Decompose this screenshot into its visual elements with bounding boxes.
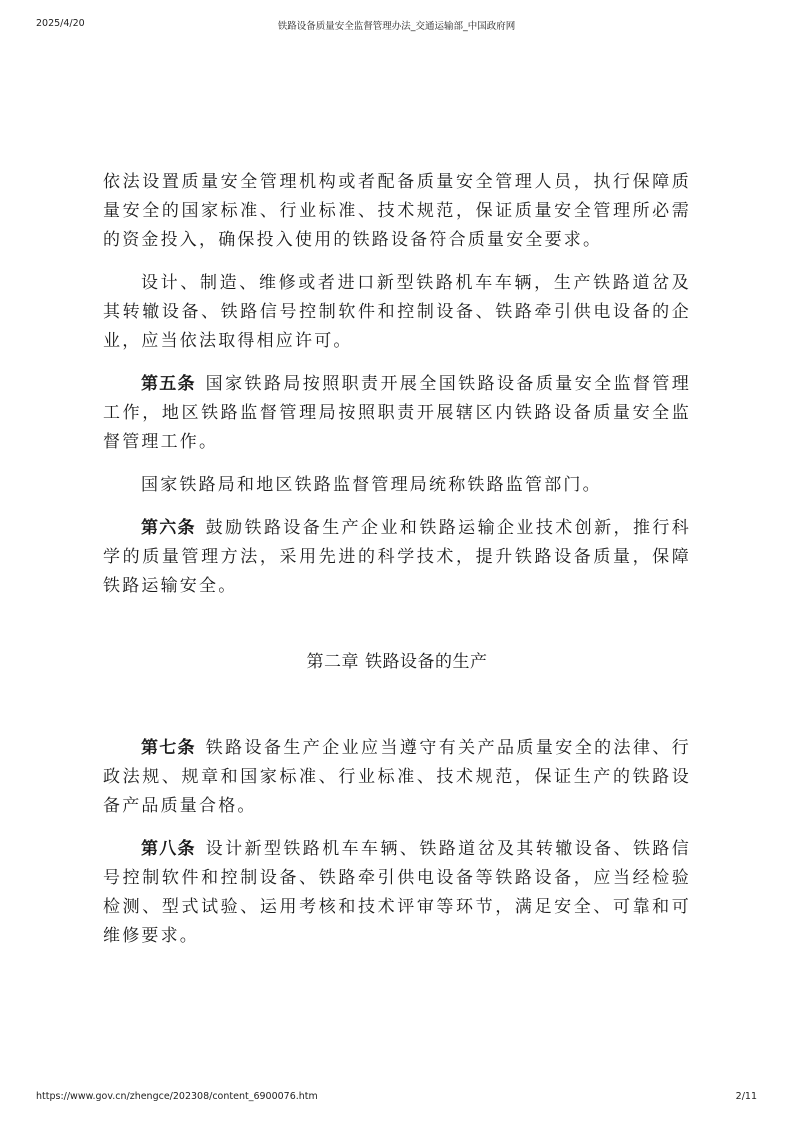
document-body xyxy=(103,168,691,965)
print-date: 2025/4/20 xyxy=(36,18,85,29)
paragraph-regulators: 国家铁路局和地区铁路监督管理局统称铁路监管部门。 xyxy=(141,475,602,495)
article-8-number: 第八条 xyxy=(141,839,196,859)
article-5-number: 第五条 xyxy=(141,374,196,394)
article-6-number: 第六条 xyxy=(141,518,196,538)
paragraph-license: 设计、制造、维修或者进口新型铁路机车车辆，生产铁路道岔及其转辙设备、铁路信号控制软件和控制设备、铁路牵引供电设备的企业，应当依法取得相应许可。 xyxy=(103,273,691,351)
print-page-title: 铁路设备质量安全监督管理办法_交通运输部_中国政府网 xyxy=(277,21,516,32)
chapter-title: 第二章 铁路设备的生产 xyxy=(306,652,488,672)
article-5-text: 国家铁路局按照职责开展全国铁路设备质量安全监督管理工作，地区铁路监督管理局按照职责开展辖区内铁路设备质量安全监督管理工作。 xyxy=(103,374,692,452)
article-6-text: 鼓励铁路设备生产企业和铁路运输企业技术创新，推行科学的质量管理方法，采用先进的科学技术，提升铁路设备质量，保障铁路运输安全。 xyxy=(103,518,692,596)
article-7-number: 第七条 xyxy=(141,738,196,758)
article-8 xyxy=(103,835,691,951)
article-7-text: 铁路设备生产企业应当遵守有关产品质量安全的法律、行政法规、规章和国家标准、行业标准、技术规范，保证生产的铁路设备产品质量合格。 xyxy=(103,738,692,816)
paragraph-continuation: 依法设置质量安全管理机构或者配备质量安全管理人员，执行保障质量安全的国家标准、行业标准、技术规范，保证质量安全管理所必需的资金投入，确保投入使用的铁路设备符合质量安全要求。 xyxy=(103,172,691,250)
print-url: https://www.gov.cn/zhengce/202308/content_6900076.htm xyxy=(36,1091,318,1102)
article-7 xyxy=(103,734,691,821)
article-6 xyxy=(103,514,691,601)
print-page-number: 2/11 xyxy=(735,1091,757,1102)
article-5 xyxy=(103,370,691,457)
article-8-text: 设计新型铁路机车车辆、铁路道岔及其转辙设备、铁路信号控制软件和控制设备、铁路牵引供电设备等铁路设备，应当经检验检测、型式试验、运用考核和技术评审等环节，满足安全、可靠和可维修要求。 xyxy=(103,839,692,946)
